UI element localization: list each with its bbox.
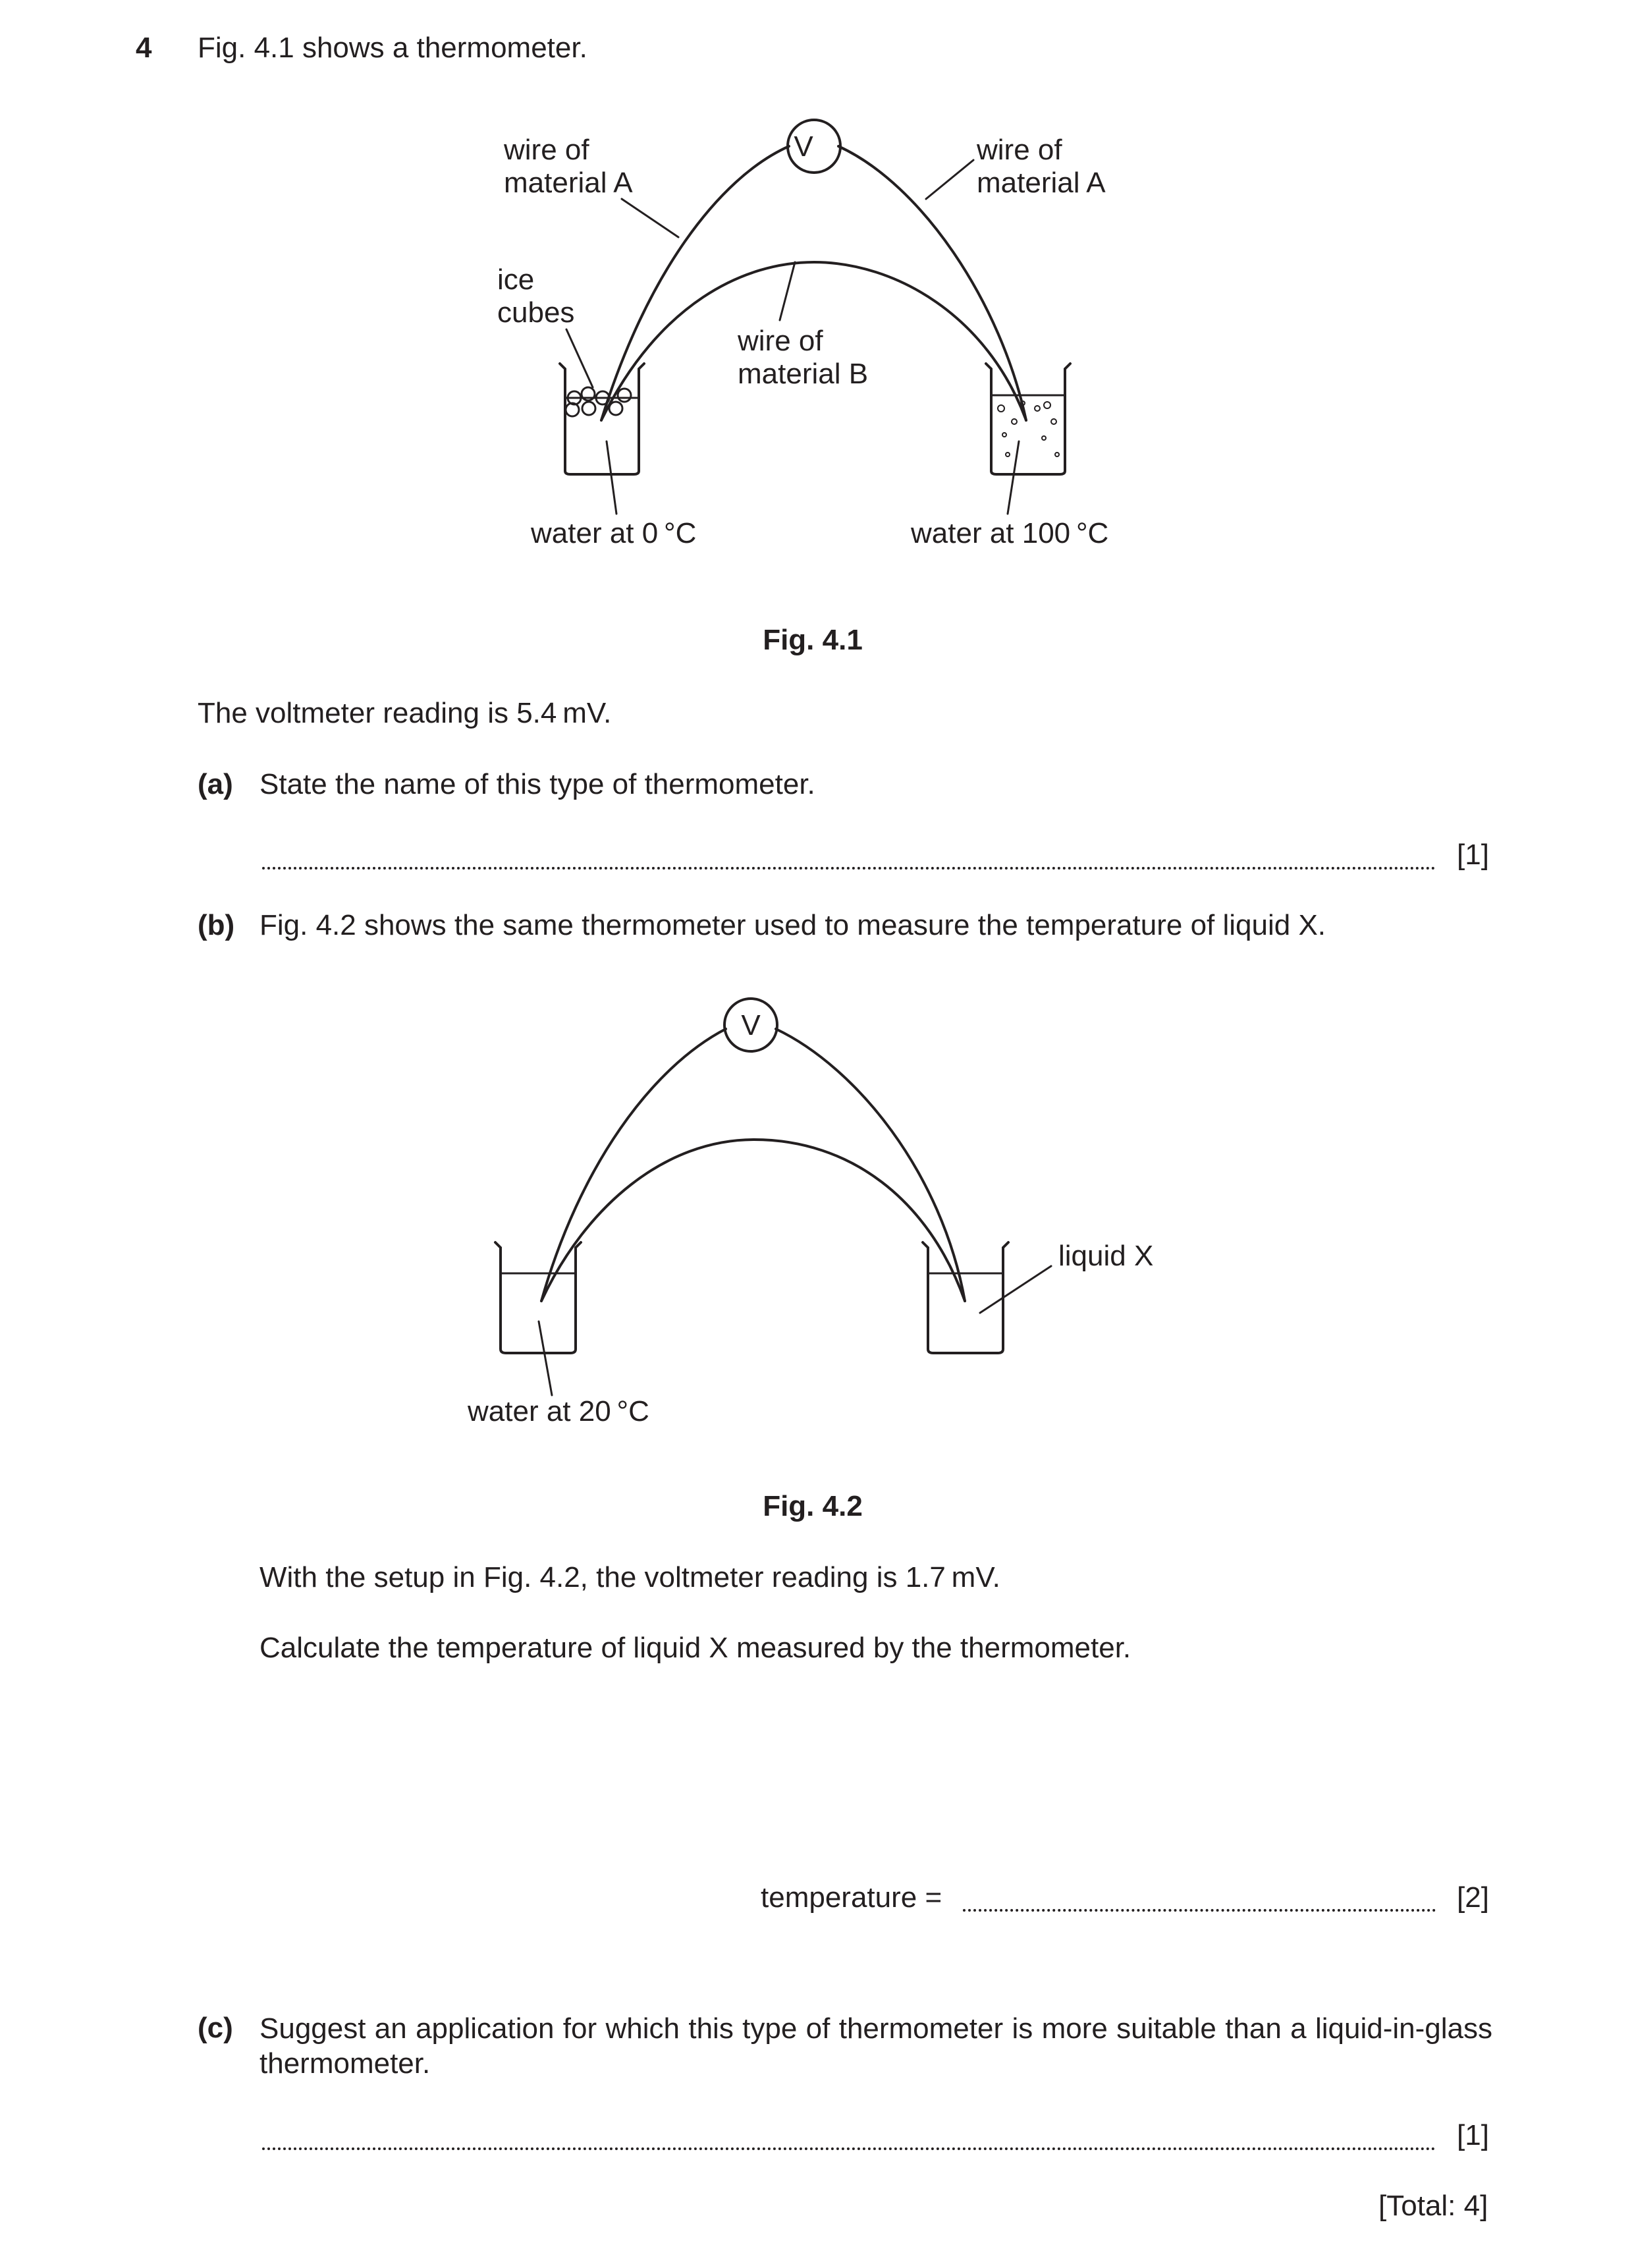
label-water-cold: water at 0 °C	[531, 517, 697, 549]
label-wire-a-left-line2: material A	[504, 167, 633, 199]
question-number: 4	[136, 32, 152, 64]
figure-4-2-caption: Fig. 4.2	[763, 1490, 863, 1522]
part-b-text: Fig. 4.2 shows the same thermometer used to measure the temperature of liquid X.	[259, 909, 1326, 941]
fig42-wire-outer-right	[776, 1029, 965, 1301]
label-ice-line2: cubes	[497, 296, 575, 329]
fig42-wire-inner	[541, 1140, 965, 1301]
figure-4-1-caption: Fig. 4.1	[763, 624, 863, 656]
question-intro: Fig. 4.1 shows a thermometer.	[198, 32, 587, 64]
part-a-marks: [1]	[1457, 839, 1489, 871]
label-wire-a-left-line1: wire of	[504, 134, 589, 166]
part-b-reading-text: With the setup in Fig. 4.2, the voltmeter reading is 1.7 mV.	[259, 1561, 1000, 1593]
part-a-letter: (a)	[198, 768, 233, 800]
total-marks: [Total: 4]	[1378, 2190, 1488, 2222]
fig42-wire-outer-left	[541, 1029, 726, 1301]
part-a-text: State the name of this type of thermometer.	[259, 768, 815, 800]
label-wire-a-right-line1: wire of	[977, 134, 1062, 166]
label-wire-a-right-line2: material A	[977, 167, 1106, 199]
part-b-letter: (b)	[198, 909, 235, 941]
voltmeter-label: V	[794, 130, 813, 163]
part-b-instruction: Calculate the temperature of liquid X measured by the thermometer.	[259, 1632, 1131, 1664]
part-c-marks: [1]	[1457, 2119, 1489, 2151]
part-b-marks: [2]	[1457, 1881, 1489, 1914]
label-water-20: water at 20 °C	[468, 1395, 649, 1427]
label-liquid-x: liquid X	[1058, 1240, 1154, 1272]
part-c-answer-line[interactable]	[262, 2118, 1436, 2150]
fig42-beaker-left	[495, 1242, 581, 1353]
label-wire-b-line2: material B	[738, 358, 869, 390]
label-wire-b-line1: wire of	[738, 325, 823, 357]
label-water-hot: water at 100 °C	[911, 517, 1109, 549]
part-c-text: Suggest an application for which this type of thermometer is more suitable than a liquid-in-glass thermometer.	[259, 2012, 1492, 2080]
temperature-answer-label: temperature =	[761, 1881, 942, 1914]
fig42-voltmeter-label: V	[741, 1009, 761, 1041]
label-ice-line1: ice	[497, 263, 535, 296]
part-c-letter: (c)	[198, 2012, 233, 2044]
temperature-answer-line[interactable]	[963, 1880, 1436, 1912]
voltmeter-reading-text: The voltmeter reading is 5.4 mV.	[198, 697, 612, 729]
